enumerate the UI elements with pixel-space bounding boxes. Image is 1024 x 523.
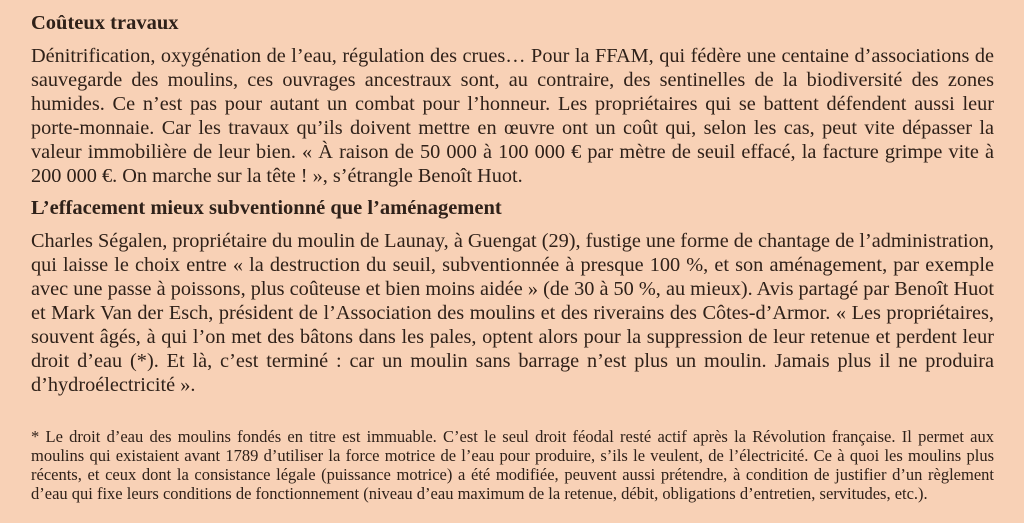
footnote-droit-deau: * Le droit d’eau des moulins fondés en titre est immuable. C’est le seul droit féodal resté actif après la Révolution française. Il permet aux moulins qui existaient avant 1789 d’utiliser la force motrice de l’eau pour produire, s’ils le veulent, de l’électricité. Ce à quoi les moulins plus récents, et ceux dont la consistance légale (puissance motrice) a été modifiée, peuvent aussi prétendre, à condition de justifier d’un règlement d’eau qui fixe leurs conditions de fonctionnement (niveau d’eau maximum de la retenue, débit, obligations d’entretien, servitudes, etc.). (31, 427, 994, 503)
paragraph-couteux-travaux: Dénitrification, oxygénation de l’eau, régulation des crues… Pour la FFAM, qui fédère une centaine d’associations de sauvegarde des moulins, ces ouvrages ancestraux sont, au contraire, des sentinelles de la biodiversité des zones humides. Ce n’est pas pour autant un combat pour l’honneur. Les propriétaires qui se battent défendent aussi leur porte-monnaie. Car les travaux qu’ils doivent mettre en œuvre ont un coût qui, selon les cas, peut vite dépasser la valeur immobilière de leur bien. « À raison de 50 000 à 100 000 € par mètre de seuil effacé, la facture grimpe vite à 200 000 €. On marche sur la tête ! », s’étrangle Benoît Huot. (31, 45, 994, 187)
section-heading-effacement-subventionne: L’effacement mieux subventionné que l’aménagement (31, 197, 502, 219)
section-heading-couteux-travaux: Coûteux travaux (31, 12, 179, 34)
paragraph-effacement-subventionne: Charles Ségalen, propriétaire du moulin de Launay, à Guengat (29), fustige une forme de chantage de l’administration, qui laisse le choix entre « la destruction du seuil, subventionnée à presque 100 %, et son aménagement, par exemple avec une passe à poissons, plus coûteuse et bien moins aidée » (de 30 à 50 %, au mieux). Avis partagé par Benoît Huot et Mark Van der Esch, président de l’Association des moulins et des riverains des Côtes-d’Armor. « Les propriétaires, souvent âgés, à qui l’on met des bâtons dans les pales, optent alors pour la suppression de leur retenue et perdent leur droit d’eau (*). Et là, c’est terminé : car un moulin sans barrage n’est plus un moulin. Jamais plus il ne produira d’hydroélectricité ». (31, 230, 994, 396)
article-text-block (31, 11, 994, 503)
